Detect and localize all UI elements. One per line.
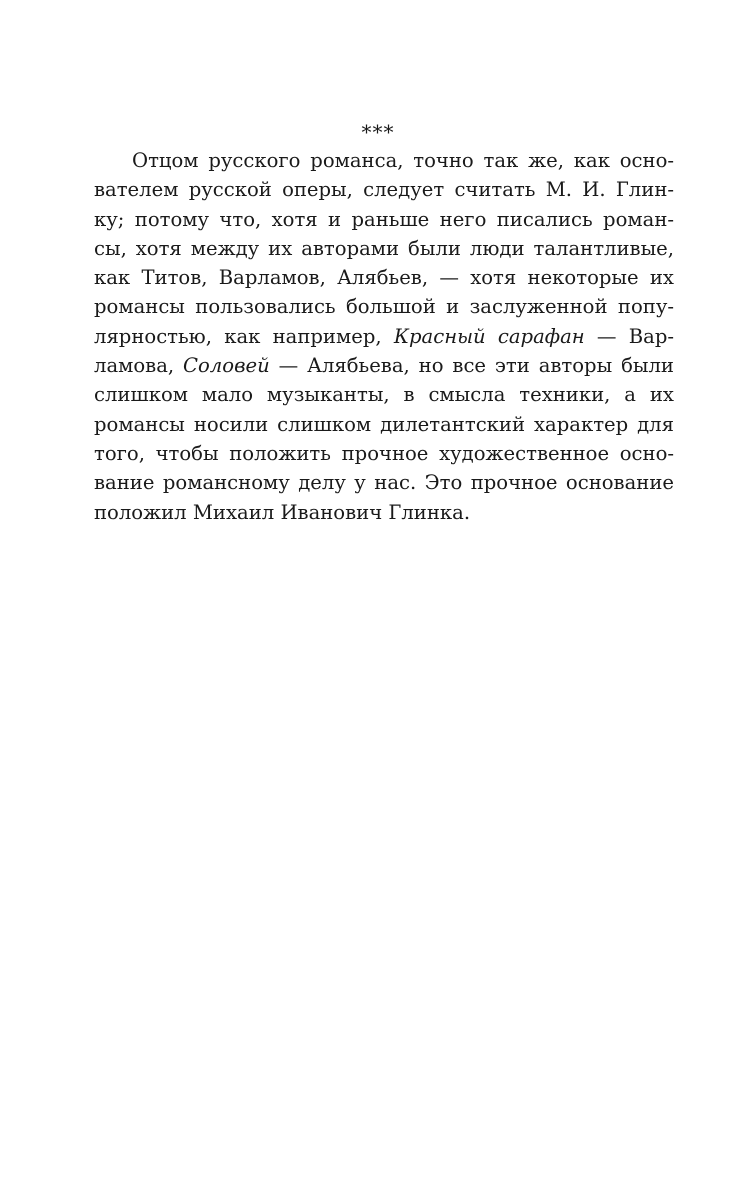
text-line (94, 351, 674, 380)
text-line: того, чтобы положить прочное художественное осно- (94, 441, 674, 465)
text-line: сы, хотя между их авторами были люди талантливые, (94, 236, 674, 260)
text-run: — Алябьева, но все эти авторы были (269, 354, 674, 378)
text-line: слишком мало музыканты, в смысла техники, а их (94, 383, 674, 407)
text-line: ку; потому что, хотя и раньше него писались роман- (94, 207, 674, 231)
song-title-italic: Красный сарафан (393, 324, 585, 348)
text-line (94, 322, 674, 351)
text-line: вание романсному делу у нас. Это прочное основание (94, 471, 674, 495)
paragraph (94, 146, 674, 527)
text-line: вателем русской оперы, следует считать М. И. Глин- (94, 178, 674, 202)
text-line: положил Михаил Иванович Глинка. (94, 500, 471, 524)
section-separator: *** (361, 120, 395, 144)
text-line: романсы пользовались большой и заслуженной попу- (94, 295, 674, 319)
song-title-italic: Соловей (183, 354, 270, 378)
text-line: романсы носили слишком дилетантский характер для (94, 412, 674, 436)
text-run: ламова, (94, 354, 184, 378)
text-line: как Титов, Варламов, Алябьев, — хотя некоторые их (94, 266, 674, 290)
text-run: — Вар- (584, 324, 674, 348)
text-line: Отцом русского романса, точно так же, как осно- (132, 149, 674, 172)
text-run: лярностью, как например, (94, 324, 394, 348)
